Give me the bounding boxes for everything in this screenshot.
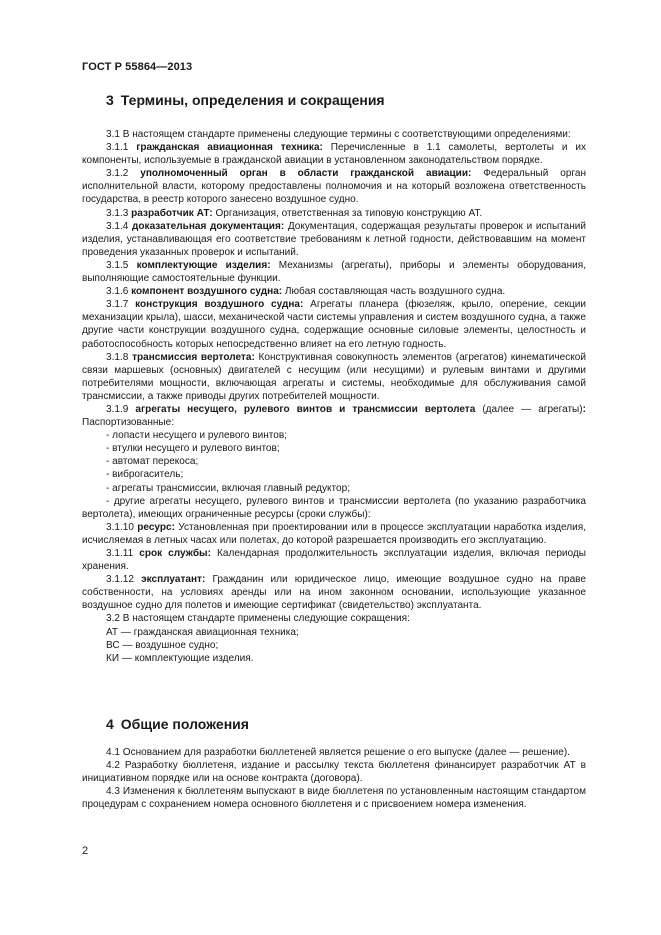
term-name: доказательная документация:: [132, 220, 285, 232]
list-item: - виброгаситель;: [106, 469, 184, 481]
term-3-1-12: 3.1.12 эксплуатант: Гражданин или юридическое лицо, имеющие воздушное судно на праве собственности, на условиях аренды или на ином законном основании, использующие указанное воздушное судно для полетов и имеющие сертификат (свидетельство) эксплуатанта.: [82, 574, 586, 612]
term-name: ресурс:: [137, 521, 175, 533]
term-3-1-10: 3.1.10 ресурс: Установленная при проектировании или в процессе эксплуатации наработка изделия, исчисляемая в летных часах или полетах, до которой разрешается производить его эксплуатацию.: [82, 521, 586, 546]
term-name: гражданская авиационная техника:: [136, 142, 323, 154]
standard-code: ГОСТ Р 55864—2013: [82, 61, 193, 73]
paragraph-4-3: 4.3 Изменения к бюллетеням выпускают в виде бюллетеня по установленным настоящим стандартом процедурам с сохранением номера основного бюллетеня и с присвоением номера изменения.: [82, 786, 586, 811]
section-number: 3: [106, 92, 114, 108]
section-number: 4: [106, 716, 114, 732]
term-name: срок службы:: [139, 548, 211, 559]
term-3-1-1: 3.1.1 гражданская авиационная техника: Перечисленные в 1.1 самолеты, вертолеты и их компоненты, используемые в гражданской авиации в установленном законодательством порядке.: [82, 142, 586, 167]
abbreviation-item: КИ — комплектующие изделия.: [106, 652, 254, 664]
term-name: разработчик АТ:: [131, 207, 213, 219]
term-3-1-4: 3.1.4 доказательная документация: Документация, содержащая результаты проверок и испытаний изделия, устанавливающая его соответствие требованиям к летной годности, действовавшим на момент проведения указанных проверок и испытаний.: [82, 220, 587, 258]
page-number: 2: [82, 845, 89, 857]
list-item-last: - другие агрегаты несущего, рулевого винтов и трансмиссии вертолета (по указанию разработчика вертолета), имеющих ограниченные ресурсы (сроки службы):: [82, 495, 586, 520]
list-item: - агрегаты трансмиссии, включая главный редуктор;: [106, 482, 350, 494]
term-3-1-5: 3.1.5 комплектующие изделия: Механизмы (агрегаты), приборы и элементы оборудования, выполняющие самостоятельные функции.: [82, 259, 586, 285]
section-4-body: [82, 746, 586, 811]
term-name: эксплуатант:: [141, 574, 206, 586]
list-item: - автомат перекоса;: [106, 456, 199, 468]
term-name: агрегаты несущего, рулевого винтов и трансмиссии вертолета: [135, 403, 476, 415]
term-name: конструкция воздушного судна:: [135, 299, 304, 311]
term-name: трансмиссия вертолета:: [132, 351, 255, 363]
abbreviation-item: ВС — воздушное судно;: [106, 639, 219, 651]
term-3-1-8: 3.1.8 трансмиссия вертолета: Конструктивная совокупность элементов (агрегатов) кинематической связи маршевых (основных) двигателей с несущим (или несущими) и рулевым винтами и другими потребителями мощности, включающая агрегаты и системы, необходимые для обслуживания самой трансмиссии, а также приводы других потребителей мощности.: [82, 351, 586, 402]
list-item: - лопасти несущего и рулевого винтов;: [106, 430, 287, 442]
section-3-body: [82, 128, 586, 665]
term-3-1-11: 3.1.11 срок службы: Календарная продолжительность эксплуатации изделия, включая периоды хранения.: [82, 548, 586, 573]
paragraph-4-2: 4.2 Разработку бюллетеня, издание и рассылку текста бюллетеня финансирует разработчик АТ в инициативном порядке или на основе контракта (договора).: [82, 760, 586, 785]
section-title: Общие положения: [120, 716, 249, 732]
section-4-heading: [106, 716, 249, 732]
term-3-1-6: 3.1.6 компонент воздушного судна: Любая составляющая часть воздушного судна.: [106, 286, 506, 298]
paragraph-3-2: 3.2 В настоящем стандарте применены следующие сокращения:: [106, 613, 410, 625]
section-3-heading: [106, 92, 385, 108]
term-name: уполномоченный орган в области гражданской авиации:: [140, 168, 472, 180]
term-3-1-9: 3.1.9 агрегаты несущего, рулевого винтов и трансмиссии вертолета (далее — агрегаты): Паспортизованные:: [82, 403, 586, 429]
list-item: - втулки несущего и рулевого винтов;: [106, 443, 280, 455]
section-title: Термины, определения и сокращения: [120, 92, 385, 108]
term-3-1-7: 3.1.7 конструкция воздушного судна: Агрегаты планера (фюзеляж, крыло, оперение, секции механизации крыла), шасси, механической части системы управления и систем воздушного судна, а также другие части конструкции воздушного судна, содержащие основные силовые элементы, целостность и работоспособность которых непосредственно влияет на его летную годность.: [82, 299, 586, 350]
paragraph-3-1: 3.1 В настоящем стандарте применены следующие термины с соответствующими определениями:: [106, 129, 571, 140]
abbreviation-item: АТ — гражданская авиационная техника;: [106, 626, 299, 638]
term-3-1-3: 3.1.3 разработчик АТ: Организация, ответственная за типовую конструкцию АТ.: [106, 207, 483, 219]
paragraph-4-1: 4.1 Основанием для разработки бюллетеней является решение о его выпуске (далее — решение).: [106, 747, 570, 758]
term-3-1-2: 3.1.2 уполномоченный орган в области гражданской авиации: Федеральный орган исполнительной власти, которому предоставлены полномочия и на который возложена ответственность государства, в реестр которого занесено воздушное судно.: [82, 168, 586, 206]
term-name: комплектующие изделия:: [136, 259, 271, 271]
term-name: компонент воздушного судна:: [131, 286, 283, 298]
